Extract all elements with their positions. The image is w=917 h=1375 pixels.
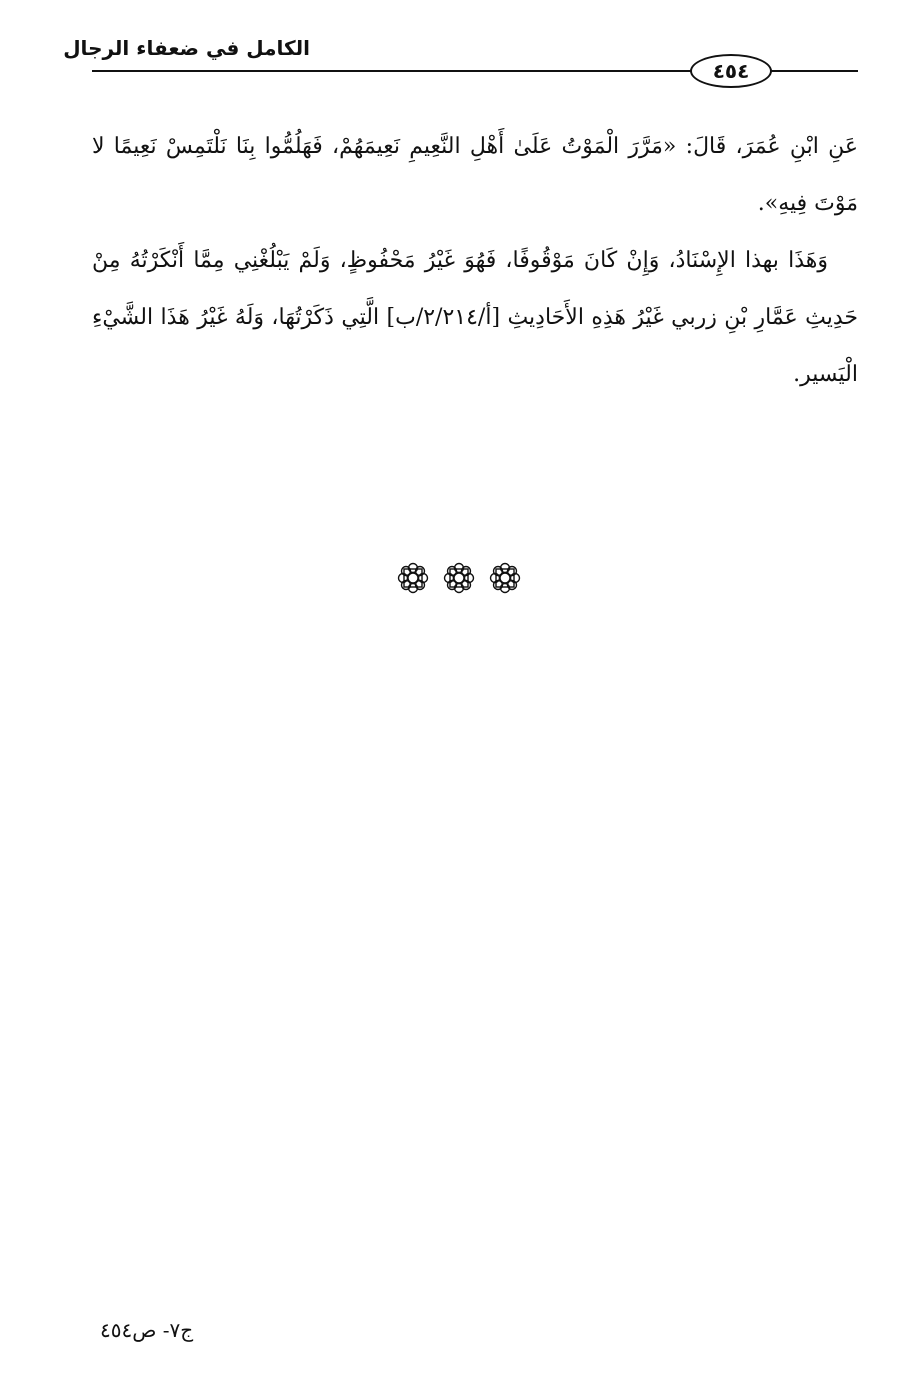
floral-star-ornament-icon (487, 560, 523, 596)
page-number-badge (690, 54, 772, 88)
floral-star-ornament-icon (441, 560, 477, 596)
paragraph-2: وَهَذَا بهذا الإِسْنَادُ، وَإِنْ كَانَ مَوْقُوفًا، فَهُوَ غَيْرُ مَحْفُوظٍ، وَلَمْ يَبْلُغْنِي مِمَّا أَنْكَرْتُهُ مِنْ حَدِيثِ عَمَّارِ بْنِ زربي غَيْرُ هَذِهِ الأَحَادِيثِ [أ/٢/٢١٤/ب] الَّتِي ذَكَرْتُهَا، وَلَهُ غَيْرُ هَذَا الشَّيْءِ الْيَسير. (92, 248, 858, 387)
floral-star-ornament-icon (395, 560, 431, 596)
page-header (63, 30, 858, 90)
main-text (92, 118, 858, 403)
book-title: الكامل في ضعفاء الرجال (63, 36, 310, 60)
paragraph-1: عَنِ ابْنِ عُمَرَ، قَالَ: «مَرَّرَ الْمَوْتُ عَلَىٰ أَهْلِ النَّعِيمِ نَعِيمَهُمْ، فَهَلُمُّوا بِنَا نَلْتَمِسْ نَعِيمًا لا مَوْتَ فِيهِ». (92, 134, 858, 216)
volume-page-reference: ج٧- ص٤٥٤ (100, 1318, 194, 1342)
section-divider-ornaments (0, 560, 917, 596)
page-number: ٤٥٤ (712, 59, 750, 83)
